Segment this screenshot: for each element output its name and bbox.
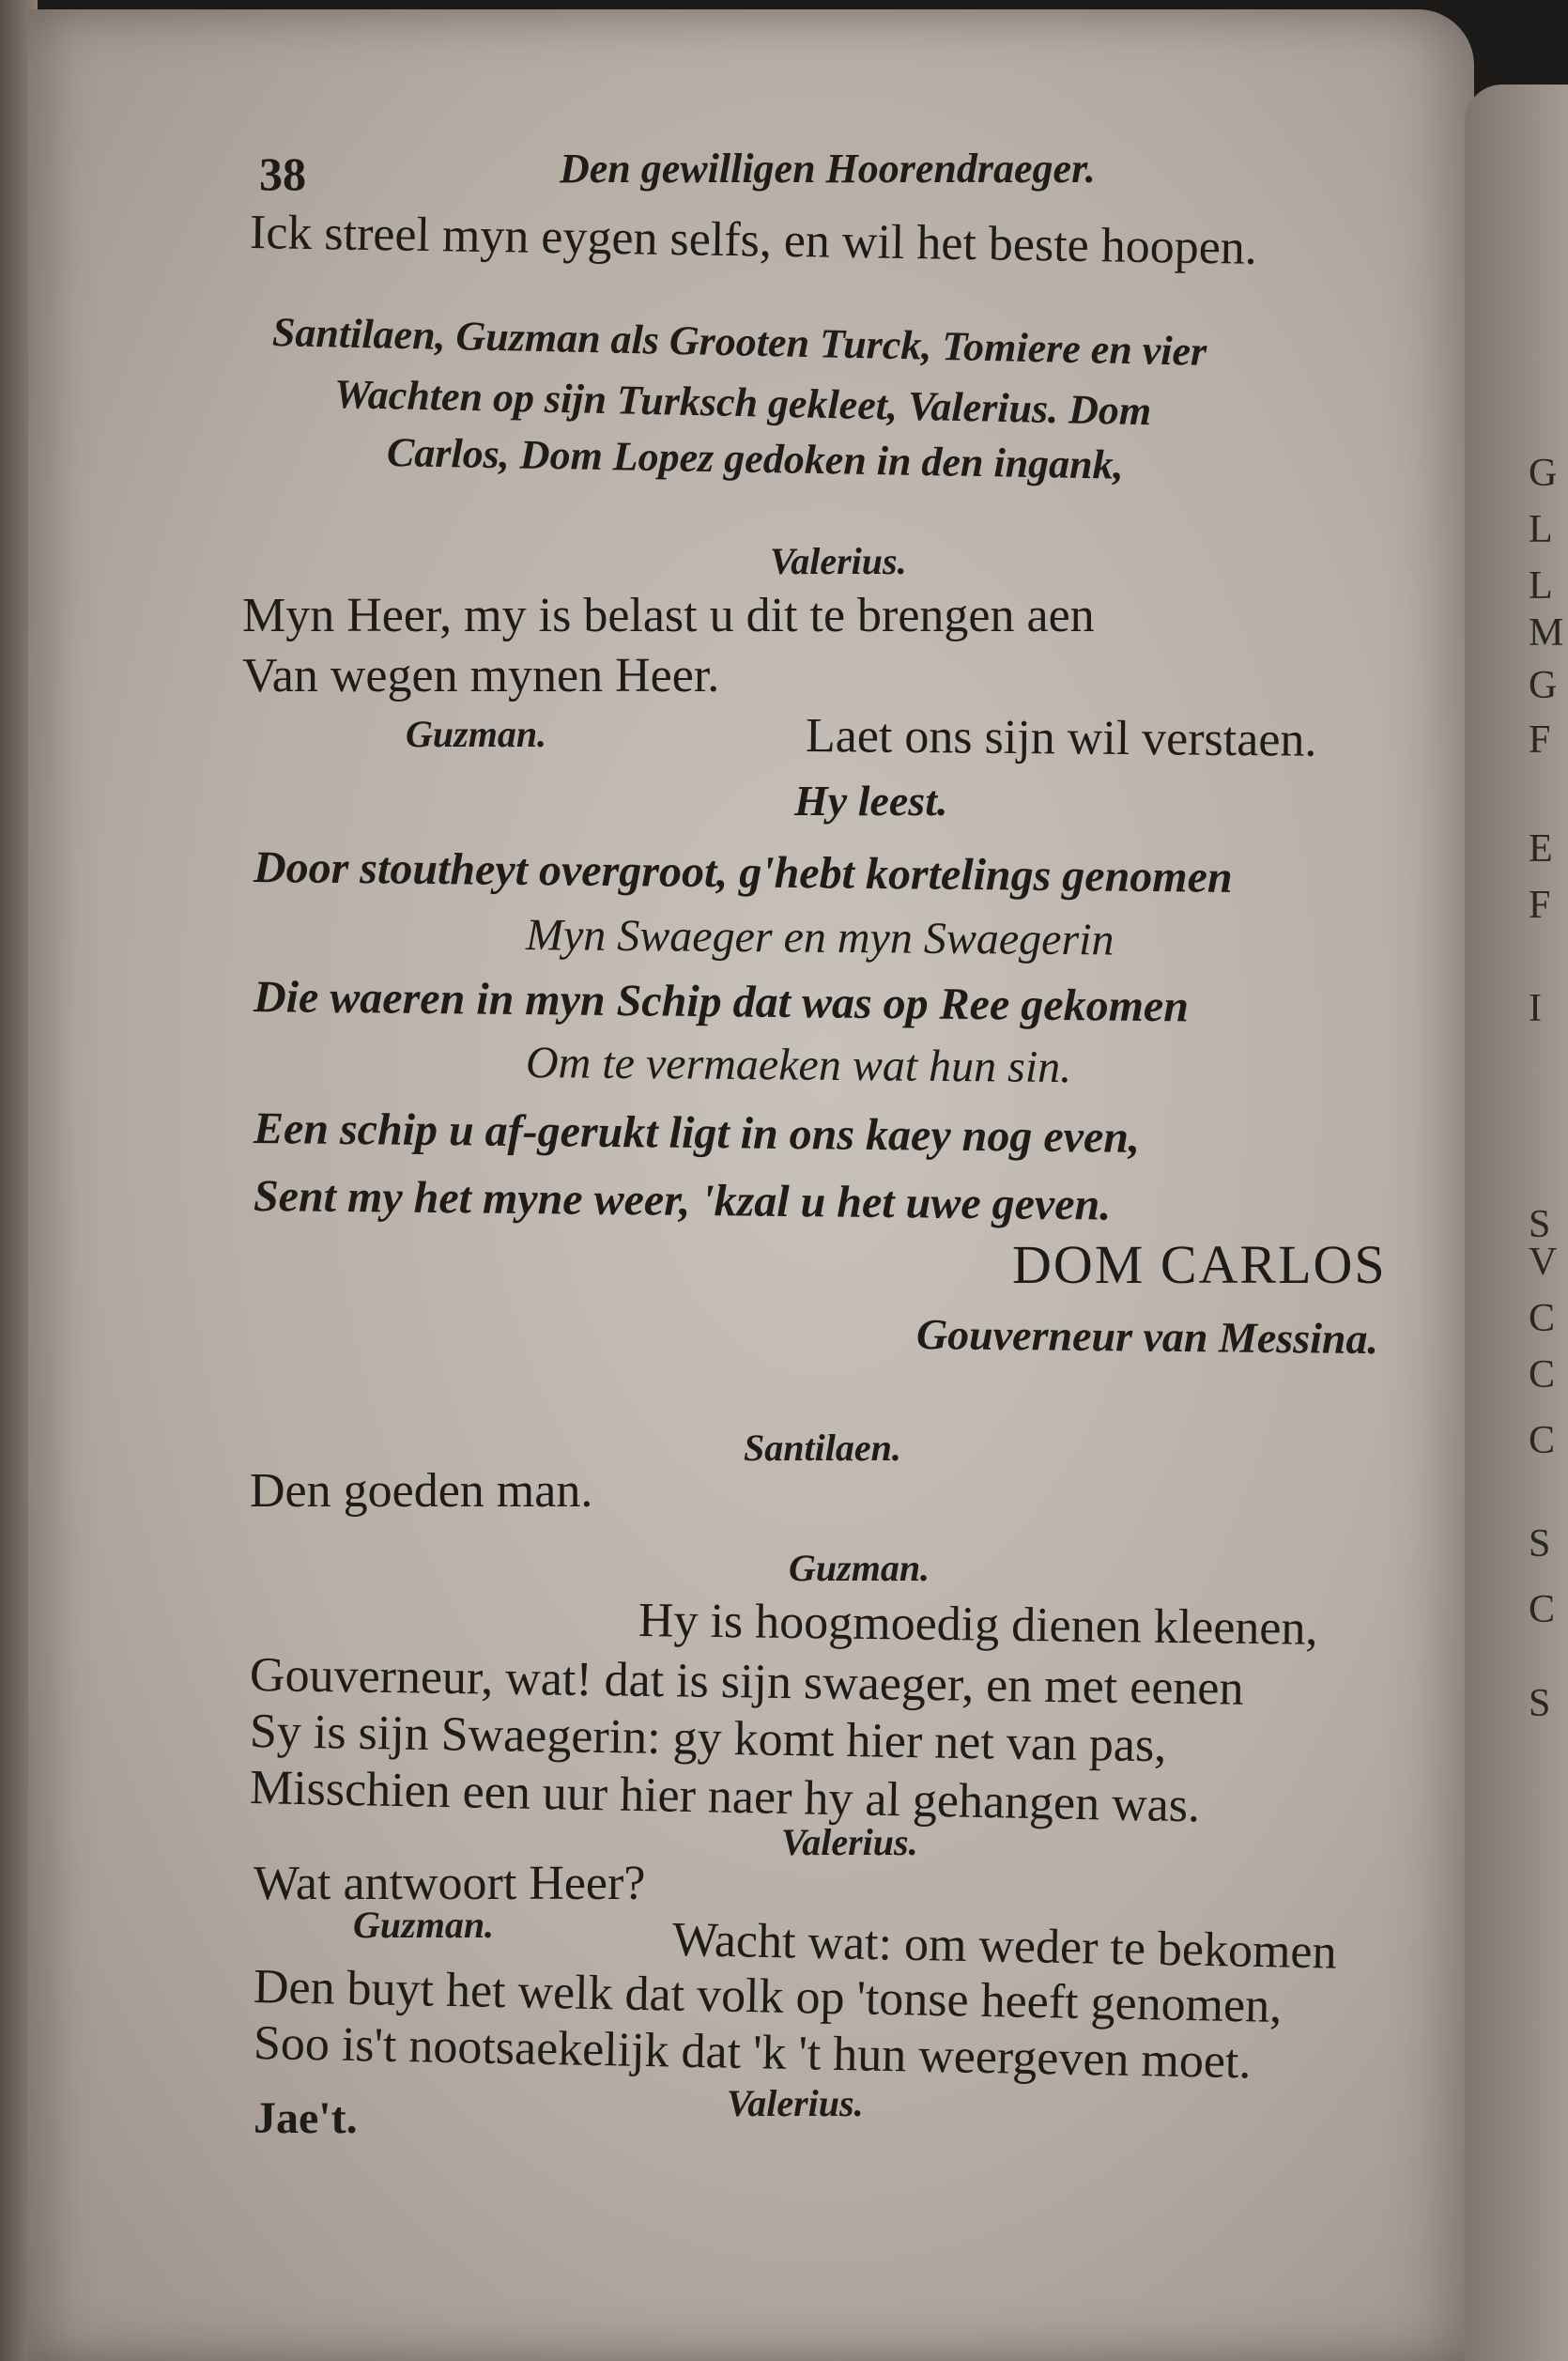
- facing-page-letter: C: [1529, 1353, 1556, 1397]
- facing-page-letter: F: [1529, 718, 1551, 762]
- verse-line: Gouverneur, wat! dat is sijn swaeger, en met eenen: [249, 1648, 1244, 1716]
- verse-line: Den buyt het welk dat volk op 'tonse heeft genomen,: [253, 1960, 1283, 2034]
- facing-page-letter: F: [1529, 884, 1551, 927]
- facing-page-letter: V: [1529, 1241, 1558, 1284]
- verse-line: Jae't.: [254, 2093, 358, 2143]
- verse-line: Sy is sijn Swaegerin: gy komt hier net van pas,: [249, 1705, 1167, 1773]
- verse-line: Misschien een uur hier naer hy al gehangen was.: [249, 1761, 1201, 1833]
- letter-line: Om te vermaeken wat hun sin.: [525, 1038, 1072, 1093]
- facing-page-letter: E: [1529, 827, 1553, 871]
- facing-page-letter: G: [1529, 452, 1558, 495]
- speaker-name: Guzman.: [406, 713, 547, 755]
- verse-line: Myn Heer, my is belast u dit te brengen aen: [242, 589, 1095, 642]
- facing-page-letter: C: [1529, 1588, 1556, 1631]
- letter-signature: DOM CARLOS: [1012, 1234, 1387, 1295]
- facing-page-letter: C: [1529, 1419, 1556, 1462]
- facing-page-letter: L: [1529, 508, 1553, 551]
- stage-direction: Wachten op sijn Turksch gekleet, Valerius. Dom: [333, 371, 1152, 435]
- facing-page-letter: C: [1529, 1297, 1556, 1340]
- stage-direction: Hy leest.: [794, 777, 948, 825]
- speaker-name: Valerius.: [727, 2082, 864, 2124]
- running-title: Den gewilligen Hoorendraeger.: [560, 146, 1096, 192]
- letter-line: Die waeren in myn Schip dat was op Ree gekomen: [253, 972, 1190, 1032]
- speaker-name: Valerius.: [781, 1821, 918, 1863]
- stage-direction: Santilaen, Guzman als Grooten Turck, Tomiere en vier: [271, 309, 1207, 375]
- facing-page-letter: I: [1529, 987, 1542, 1030]
- verse-line: Ick streel myn eygen selfs, en wil het beste hoopen.: [249, 206, 1258, 275]
- verse-line: Wat antwoort Heer?: [254, 1857, 646, 1910]
- facing-page-letter: M: [1529, 611, 1564, 655]
- facing-page-letter: S: [1529, 1203, 1551, 1246]
- verse-line: Laet ons sijn wil verstaen.: [805, 709, 1317, 767]
- verse-line: Hy is hoogmoedig dienen kleenen,: [638, 1594, 1318, 1656]
- page-number: 38: [259, 147, 306, 200]
- stage-direction: Carlos, Dom Lopez gedoken in den ingank,: [386, 429, 1125, 488]
- facing-page-letter: G: [1529, 664, 1558, 707]
- facing-page-letter: L: [1529, 564, 1553, 608]
- letter-signature-title: Gouverneur van Messina.: [915, 1310, 1379, 1364]
- verse-line: Van wegen mynen Heer.: [242, 649, 720, 702]
- speaker-name: Guzman.: [353, 1904, 495, 1946]
- letter-line: Myn Swaeger en myn Swaegerin: [525, 910, 1115, 965]
- speaker-name: Valerius.: [770, 540, 907, 582]
- facing-page-letter: S: [1529, 1522, 1551, 1566]
- speaker-name: Santilaen.: [744, 1427, 901, 1469]
- letter-line: Een schip u af-gerukt ligt in ons kaey nog even,: [253, 1103, 1141, 1163]
- speaker-name: Guzman.: [789, 1547, 930, 1589]
- verse-line: Den goeden man.: [250, 1464, 593, 1518]
- facing-page-letter: S: [1529, 1682, 1551, 1725]
- verse-line: Soo is't nootsaekelijk dat 'k 't hun weergeven moet.: [253, 2016, 1252, 2090]
- verse-line: Wacht wat: om weder te bekomen: [671, 1913, 1338, 1980]
- letter-line: Door stoutheyt overgroot, g'hebt kortelings genomen: [253, 842, 1233, 903]
- letter-line: Sent my het myne weer, 'kzal u het uwe geven.: [253, 1171, 1112, 1230]
